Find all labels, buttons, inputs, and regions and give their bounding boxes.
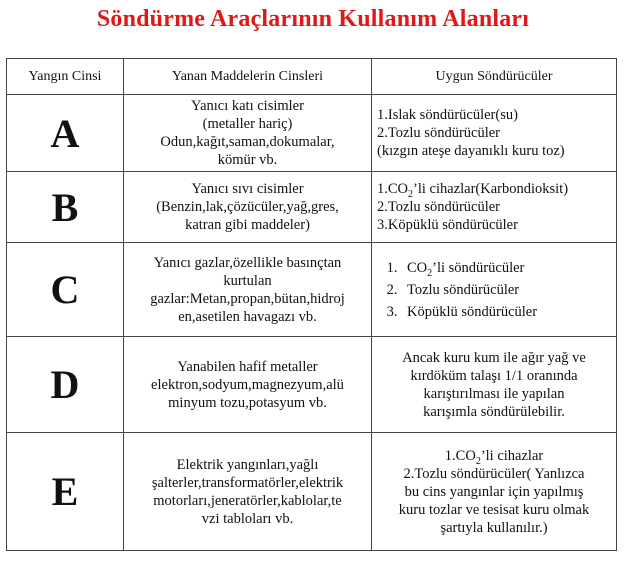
- list-number: 1.: [386, 259, 398, 276]
- text-line: (metaller hariç): [202, 116, 293, 132]
- extinguishers-cell: [372, 95, 617, 172]
- text-fragment: ’li cihazlar(Karbondioksit): [413, 181, 569, 197]
- table-header-row: [7, 59, 617, 95]
- list-number: 3.: [386, 303, 398, 320]
- text-fragment: Köpüklü söndürücüler: [407, 303, 538, 320]
- text-line: en,asetilen havagazı vb.: [178, 308, 317, 325]
- text-line: elektron,sodyum,magnezyum,alü: [151, 376, 344, 393]
- text-line: motorları,jeneratörler,kablolar,te: [153, 492, 342, 509]
- text-line: kömür vb.: [217, 152, 278, 168]
- header-suitable-extinguishers: Uygun Söndürücüler: [372, 59, 617, 95]
- text-line: karıştırılması ile yapılan: [423, 385, 565, 402]
- burning-materials-cell: [124, 337, 372, 433]
- text-line: kurtulan: [223, 272, 272, 289]
- text-line: [377, 301, 611, 323]
- extinguishers-cell: [372, 172, 617, 243]
- co2-subscript: 2: [475, 455, 481, 467]
- co2-subscript: 2: [427, 267, 433, 279]
- table-row-class-c: [7, 243, 617, 337]
- text-line: 2.Tozlu söndürücüler: [377, 199, 501, 215]
- text-line: vzi tabloları vb.: [201, 510, 294, 527]
- burning-materials-cell: [124, 243, 372, 337]
- header-fire-class: Yangın Cinsi: [7, 59, 124, 95]
- fire-class-letter: B: [7, 172, 124, 243]
- text-line: Yanabilen hafif metaller: [177, 358, 318, 375]
- table-row-class-e: [7, 433, 617, 551]
- text-line: [377, 279, 611, 301]
- burning-materials-cell: [124, 433, 372, 551]
- fire-class-letter: C: [7, 243, 124, 337]
- text-line: (kızgın ateşe dayanıklı kuru toz): [377, 143, 565, 159]
- text-line: (Benzin,lak,çözücüler,yağ,gres,: [156, 199, 339, 215]
- extinguishers-cell: [372, 243, 617, 337]
- text-line: Yanıcı katı cisimler: [191, 98, 304, 114]
- text-line: 2.Tozlu söndürücüler: [377, 125, 501, 141]
- text-line: Odun,kağıt,saman,dokumalar,: [160, 134, 335, 150]
- page-title: Söndürme Araçlarının Kullanım Alanları: [96, 6, 530, 32]
- text-line: karışımla söndürülebilir.: [423, 403, 565, 420]
- burning-materials-cell: [124, 172, 372, 243]
- text-line: [377, 447, 611, 465]
- co2-text: CO: [407, 259, 428, 276]
- text-line: 1.Islak söndürücüler(su): [377, 107, 518, 123]
- burning-materials-cell: [124, 95, 372, 172]
- fire-class-letter: D: [7, 337, 124, 433]
- extinguishers-cell: [372, 433, 617, 551]
- text-line: kuru tozlar ve tesisat kuru olmak: [398, 501, 590, 518]
- text-line: Yanıcı sıvı cisimler: [191, 181, 304, 197]
- text-line: [377, 180, 611, 198]
- text-fragment: ’li cihazlar: [480, 447, 544, 464]
- text-line: Yanıcı gazlar,özellikle basınçtan: [153, 254, 342, 271]
- co2-subscript: 2: [408, 188, 414, 200]
- text-line: gazlar:Metan,propan,bütan,hidroj: [150, 290, 345, 307]
- text-line: şalterler,transformatörler,elektrik: [151, 474, 344, 491]
- text-line: 2.Tozlu söndürücüler( Yanlızca: [403, 465, 585, 482]
- extinguishers-cell: [372, 337, 617, 433]
- co2-text: 1.CO: [377, 181, 409, 197]
- text-line: kırdöküm talaşı 1/1 oranında: [410, 367, 578, 384]
- fire-class-letter: A: [7, 95, 124, 172]
- text-line: katran gibi maddeler): [185, 217, 310, 233]
- table-row-class-d: [7, 337, 617, 433]
- text-line: Ancak kuru kum ile ağır yağ ve: [402, 349, 586, 366]
- extinguisher-usage-table: [6, 58, 617, 551]
- text-fragment: Tozlu söndürücüler: [407, 281, 520, 298]
- text-line: Elektrik yangınları,yağlı: [176, 456, 319, 473]
- text-fragment: ’li söndürücüler: [432, 259, 525, 276]
- text-line: 3.Köpüklü söndürücüler: [377, 217, 518, 233]
- co2-text: 1.CO: [444, 447, 476, 464]
- text-line: şartıyla kullanılır.): [440, 519, 548, 536]
- text-line: minyum tozu,potasyum vb.: [168, 394, 327, 411]
- header-burning-materials: Yanan Maddelerin Cinsleri: [124, 59, 372, 95]
- table-row-class-b: [7, 172, 617, 243]
- text-line: [377, 257, 611, 279]
- list-number: 2.: [386, 281, 398, 298]
- table-row-class-a: [7, 95, 617, 172]
- text-line: bu cins yangınlar için yapılmış: [404, 483, 584, 500]
- fire-class-letter: E: [7, 433, 124, 551]
